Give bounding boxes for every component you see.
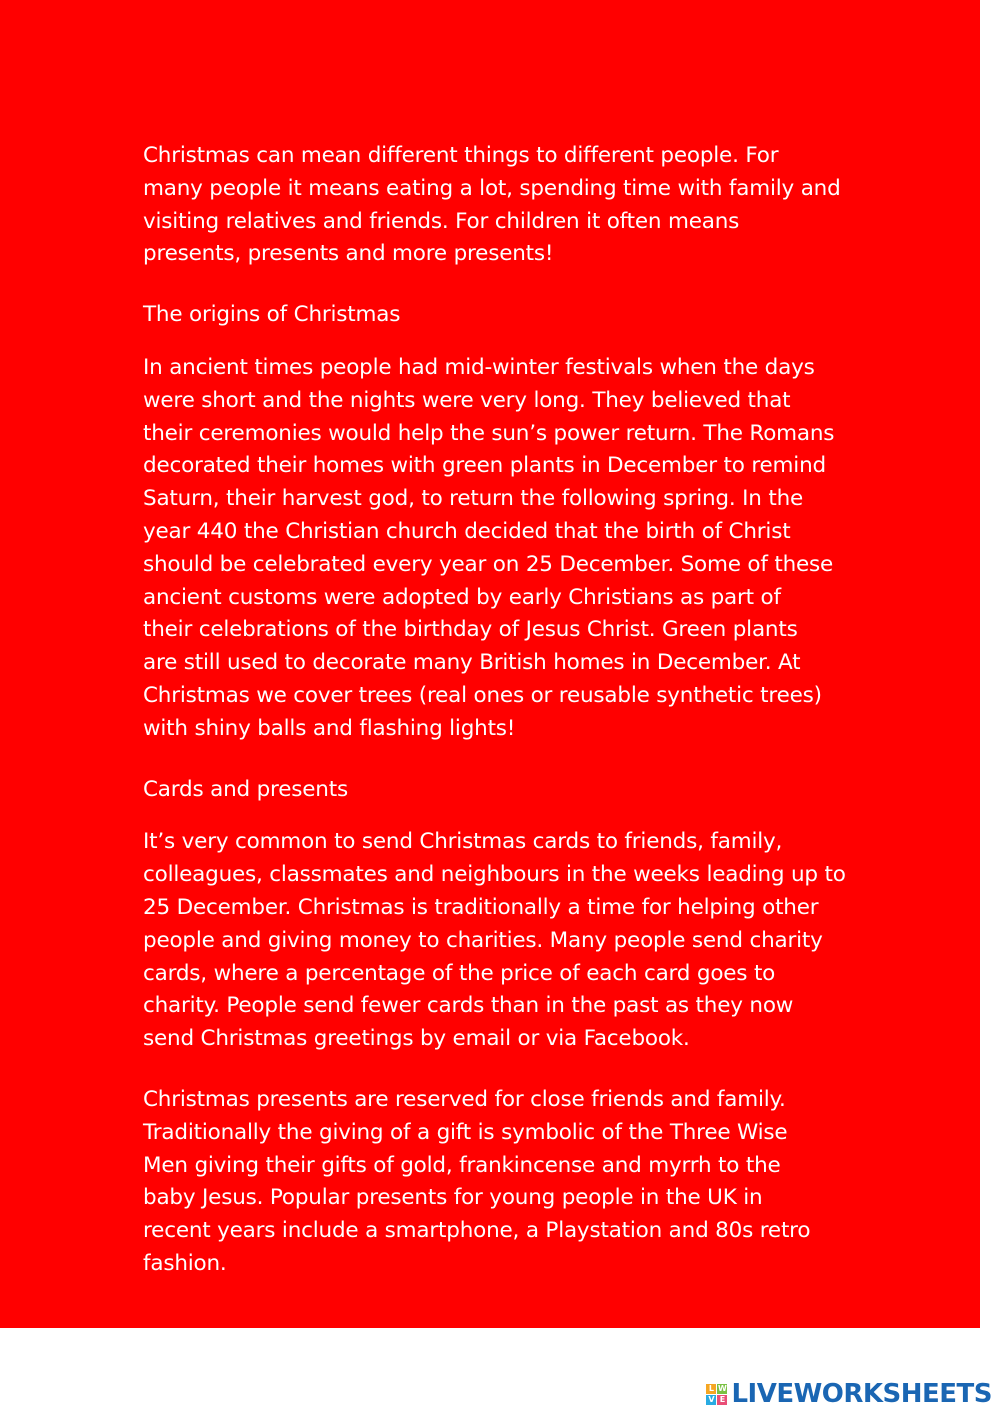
text-line: fashion.: [143, 1250, 227, 1276]
text-line: cards, where a percentage of the price of each card goes to: [143, 960, 776, 986]
text-line: In ancient times people had mid-winter festivals when the days: [143, 354, 815, 380]
logo-mark-tile: W: [718, 1383, 727, 1393]
text-line: Saturn, their harvest god, to return the following spring. In the: [143, 486, 804, 512]
text-line: visiting relatives and friends. For children it often means: [143, 208, 740, 234]
text-line: presents, presents and more presents!: [143, 241, 554, 267]
text-line: colleagues, classmates and neighbours in the weeks leading up to: [143, 862, 846, 888]
liveworksheets-logo-icon: [706, 1384, 727, 1405]
text-line: Christmas can mean different things to different people. For: [143, 143, 779, 168]
text-line: 25 December. Christmas is traditionally a time for helping other: [143, 894, 819, 920]
text-line: their celebrations of the birthday of Jesus Christ. Green plants: [143, 617, 798, 643]
logo-mark-tile: E: [717, 1395, 727, 1405]
intro-paragraph: [143, 140, 873, 271]
text-line: send Christmas greetings by email or via Facebook.: [143, 1026, 690, 1052]
text-line: decorated their homes with green plants in December to remind: [143, 453, 826, 479]
text-line: year 440 the Christian church decided that the birth of Christ: [143, 518, 791, 544]
text-line: should be celebrated every year on 25 December. Some of these: [143, 551, 834, 577]
text-line: people and giving money to charities. Many people send charity: [143, 927, 823, 953]
text-line: ancient customs were adopted by early Christians as part of: [143, 584, 781, 610]
text-line: recent years include a smartphone, a Playstation and 80s retro: [143, 1218, 811, 1244]
liveworksheets-logo[interactable]: [706, 1378, 992, 1410]
text-line: are still used to decorate many British homes in December. At: [143, 650, 801, 676]
text-line: Christmas we cover trees (real ones or reusable synthetic trees): [143, 682, 822, 708]
section-heading-origins: The origins of Christmas: [143, 302, 401, 328]
origins-paragraph: [143, 352, 873, 746]
text-line: It’s very common to send Christmas cards to friends, family,: [143, 829, 783, 855]
text-line: charity. People send fewer cards than in the past as they now: [143, 993, 794, 1019]
cards-paragraph: [143, 826, 873, 1056]
article-body: [143, 140, 873, 1309]
text-line: baby Jesus. Popular presents for young people in the UK in: [143, 1185, 763, 1211]
text-line: many people it means eating a lot, spending time with family and: [143, 175, 841, 201]
text-line: Traditionally the giving of a gift is symbolic of the Three Wise: [143, 1119, 788, 1145]
text-line: Christmas presents are reserved for close friends and family.: [143, 1086, 786, 1112]
text-line: with shiny balls and flashing lights!: [143, 715, 516, 741]
text-line: were short and the nights were very long. They believed that: [143, 387, 791, 413]
logo-mark-tile: L: [706, 1384, 716, 1394]
text-line: their ceremonies would help the sun’s power return. The Romans: [143, 420, 835, 446]
text-line: Men giving their gifts of gold, frankincense and myrrh to the: [143, 1152, 781, 1178]
section-heading-cards: Cards and presents: [143, 776, 348, 802]
logo-wordmark: LIVEWORKSHEETS: [731, 1379, 992, 1409]
logo-mark-tile: V: [708, 1394, 715, 1404]
presents-paragraph: [143, 1084, 873, 1281]
